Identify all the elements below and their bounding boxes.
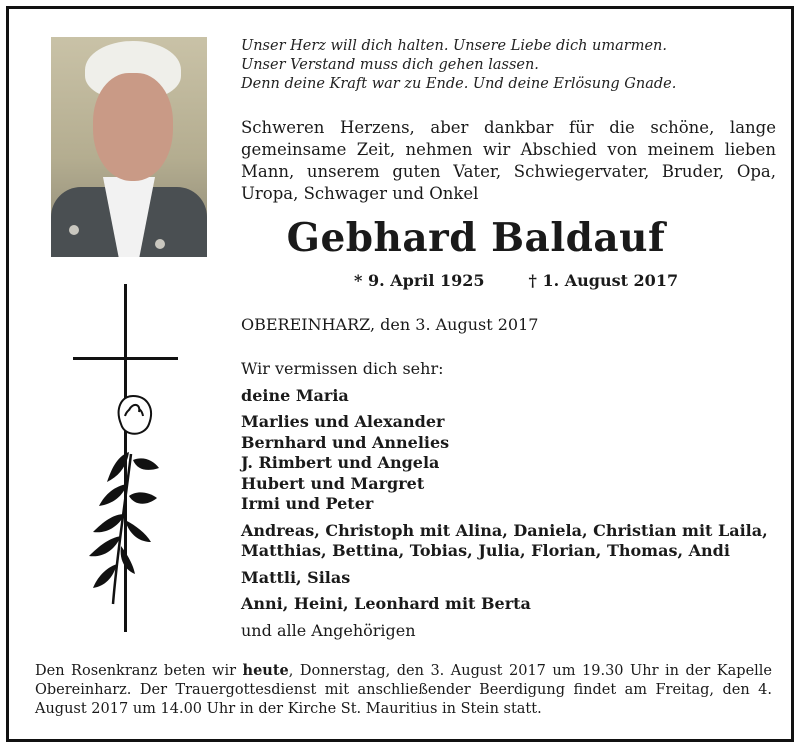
service-info-text: Den Rosenkranz beten wir <box>35 663 243 679</box>
mourner-child: Irmi und Peter <box>241 494 374 513</box>
birth-date: * 9. April 1925 <box>354 271 485 290</box>
poem-line: Unser Herz will dich halten. Unsere Liebe dich umarmen. <box>241 38 667 54</box>
place-date: OBEREINHARZ, den 3. August 2017 <box>241 315 539 334</box>
portrait-photo <box>51 37 207 257</box>
mourner-child: J. Rimbert und Angela <box>241 453 440 472</box>
mourners-closing: und alle Angehörigen <box>241 620 416 640</box>
mourner-child: Marlies und Alexander <box>241 412 445 431</box>
deceased-name: Gebhard Baldauf <box>286 215 666 261</box>
mourner-great-grandchildren: Mattli, Silas <box>241 567 351 587</box>
poem-line: Denn deine Kraft war zu Ende. Und deine Erlösung Gnade. <box>241 76 677 92</box>
mourners <box>241 359 786 641</box>
mourner-spouse: deine Maria <box>241 385 349 405</box>
service-info-highlight: heute <box>242 662 289 679</box>
poem <box>241 37 781 94</box>
service-info <box>35 661 772 719</box>
death-date: † 1. August 2017 <box>528 271 679 290</box>
mourners-lead: Wir vermissen dich sehr: <box>241 359 444 378</box>
mourner-siblings: Anni, Heini, Leonhard mit Berta <box>241 594 531 613</box>
mourner-child: Bernhard und Annelies <box>241 432 450 452</box>
mourner-grandchildren: Andreas, Christoph mit Alina, Daniela, Christian mit Laila, <box>241 520 768 540</box>
cross-with-rose-icon <box>73 284 183 634</box>
mourner-child: Hubert und Margret <box>241 473 425 493</box>
mourner-grandchildren: Matthias, Bettina, Tobias, Julia, Florian, Thomas, Andi <box>241 541 730 560</box>
life-dates <box>354 271 722 290</box>
poem-line: Unser Verstand muss dich gehen lassen. <box>241 57 539 73</box>
service-info-text: , Donnerstag, den 3. August 2017 um 19.30 Uhr in der Kapelle Obereinharz. Der Trauergottesdienst mit anschließender Beerdigung findet am Freitag, den 4. August 2017 um 14.00 Uhr in der Kirche St. Mauritius in Stein statt. <box>35 663 773 717</box>
intro-text: Schweren Herzens, aber dankbar für die schöne, lange gemeinsame Zeit, nehmen wir Abschied von meinem lieben Mann, unserem guten Vater, Schwiegervater, Bruder, Opa, Uropa, Schwager und Onkel <box>241 118 776 203</box>
obituary-notice <box>6 6 794 742</box>
